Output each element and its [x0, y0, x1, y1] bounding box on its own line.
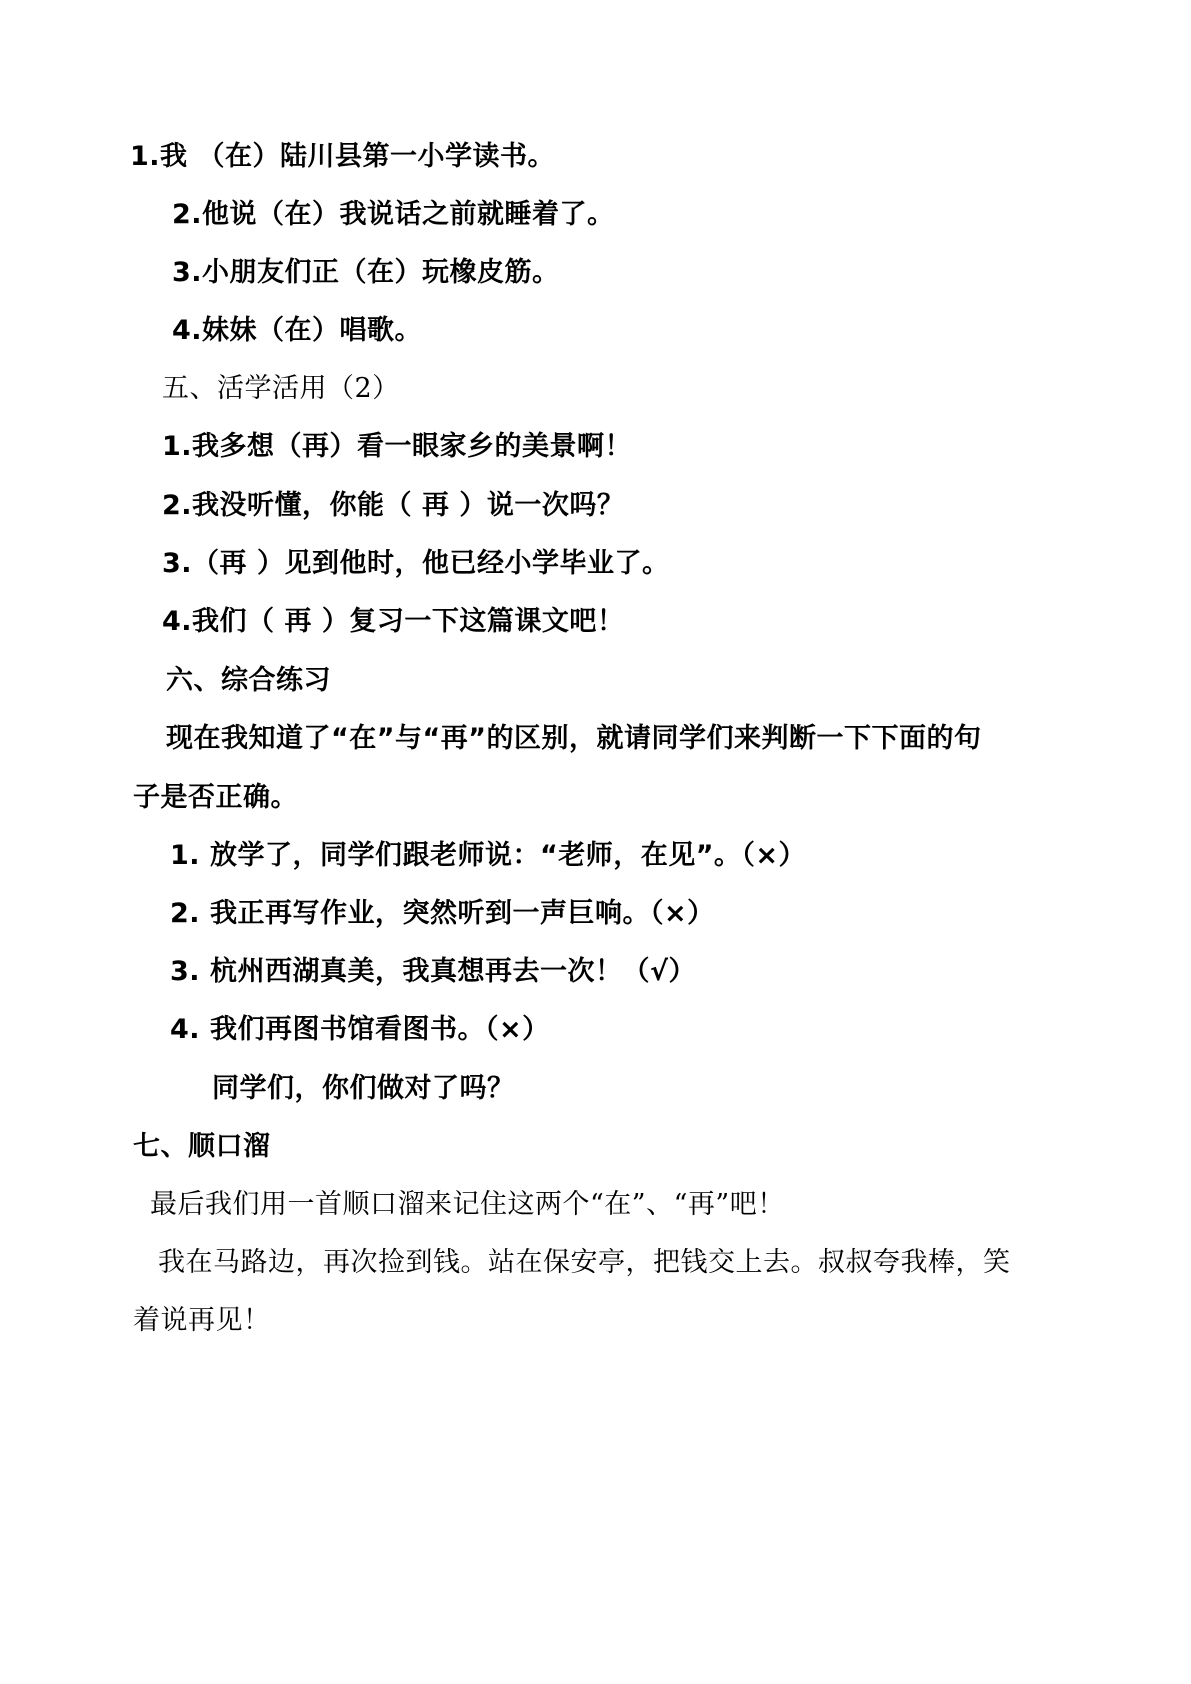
- part4-item-2: 2.他说（在）我说话之前就睡着了。: [172, 199, 615, 230]
- part6-intro-line-2: 子是否正确。: [133, 782, 298, 813]
- part5-item-2: 2.我没听懂，你能（ 再 ）说一次吗？: [162, 490, 625, 521]
- part6-heading: 六、综合练习: [166, 665, 331, 696]
- part6-intro-line-1: 现在我知道了“在”与“再”的区别，就请同学们来判断一下下面的句: [166, 723, 982, 754]
- part4-item-3: 3.小朋友们正（在）玩橡皮筋。: [172, 257, 560, 288]
- part6-item-2: 2. 我正再写作业，突然听到一声巨响。（×）: [170, 898, 715, 929]
- part5-heading: 五、活学活用（2）: [162, 373, 400, 404]
- part6-item-4: 4. 我们再图书馆看图书。（×）: [170, 1014, 550, 1045]
- part7-rhyme-line-1: 我在马路边，再次捡到钱。站在保安亭，把钱交上去。叔叔夸我棒，笑: [158, 1247, 1011, 1278]
- part5-item-3: 3.（再 ）见到他时，他已经小学毕业了。: [162, 548, 670, 579]
- part5-item-4: 4.我们（ 再 ）复习一下这篇课文吧！: [162, 606, 625, 637]
- part4-item-1: 1.我 （在）陆川县第一小学读书。: [130, 141, 555, 172]
- part6-item-3: 3. 杭州西湖真美，我真想再去一次！（√）: [170, 956, 696, 987]
- part7-intro: 最后我们用一首顺口溜来记住这两个“在”、“再”吧！: [150, 1189, 785, 1220]
- part6-item-1: 1. 放学了，同学们跟老师说：“老师，在见”。（×）: [170, 840, 807, 871]
- part5-item-1: 1.我多想（再）看一眼家乡的美景啊！: [162, 431, 633, 462]
- part4-item-4: 4.妹妹（在）唱歌。: [172, 315, 423, 346]
- part7-heading: 七、顺口溜: [133, 1131, 271, 1162]
- part6-closing: 同学们，你们做对了吗？: [212, 1073, 515, 1104]
- part7-rhyme-line-2: 着说再见！: [133, 1305, 271, 1336]
